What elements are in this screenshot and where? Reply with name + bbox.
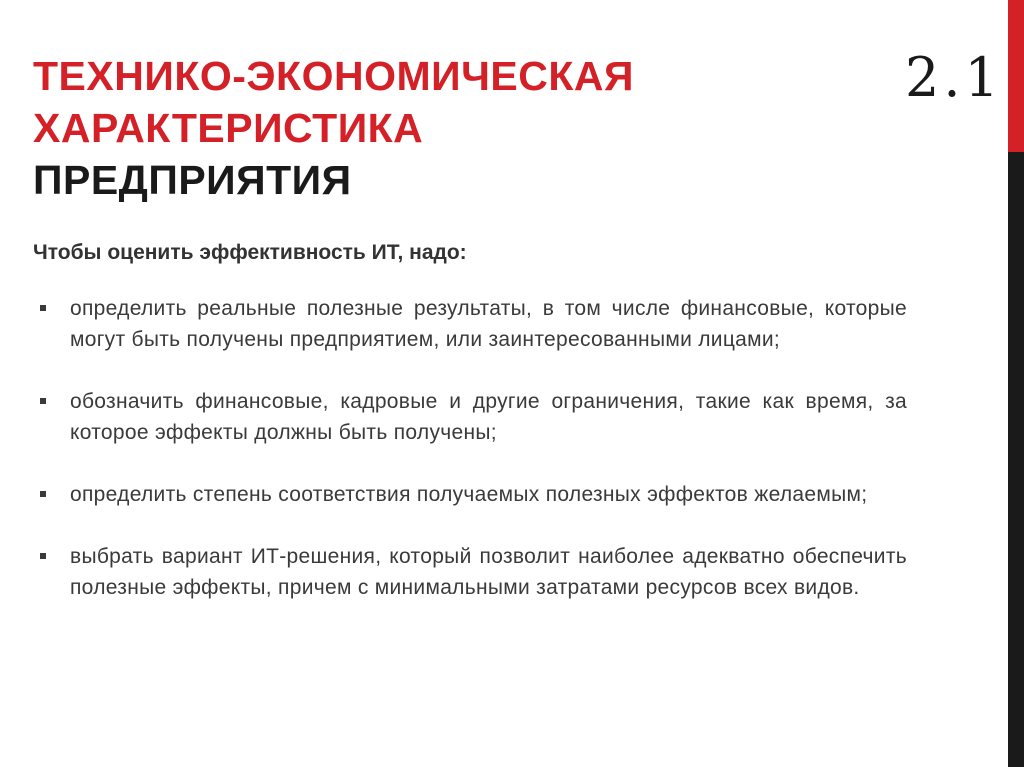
slide-number: 2.1 xyxy=(905,46,1003,109)
right-edge-accent xyxy=(1008,0,1024,152)
bullet-list xyxy=(33,293,907,634)
square-bullet-icon xyxy=(40,491,46,497)
title-line-3: ПРЕДПРИЯТИЯ xyxy=(33,157,352,203)
list-item xyxy=(33,479,907,510)
title-line-2: ХАРАКТЕРИСТИКА xyxy=(33,105,424,151)
title-line-1: ТЕХНИКО-ЭКОНОМИЧЕСКАЯ xyxy=(33,53,634,99)
bullet-text: определить реальные полезные результаты, в том числе финансовые, которые могут быть получены предприятием, или заинтересованными лицами; xyxy=(70,297,907,351)
square-bullet-icon xyxy=(40,305,46,311)
bullet-text: обозначить финансовые, кадровые и другие ограничения, такие как время, за которое эффекты должны быть получены; xyxy=(70,390,907,444)
list-item xyxy=(33,541,907,603)
slide-title xyxy=(33,50,793,206)
list-item xyxy=(33,293,907,355)
square-bullet-icon xyxy=(40,553,46,559)
list-item xyxy=(33,386,907,448)
square-bullet-icon xyxy=(40,398,46,404)
lead-paragraph: Чтобы оценить эффективность ИТ, надо: xyxy=(33,241,467,264)
bullet-text: выбрать вариант ИТ-решения, который позволит наиболее адекватно обеспечить полезные эффекты, причем с минимальными затратами ресурсов всех видов. xyxy=(70,545,907,599)
bullet-text: определить степень соответствия получаемых полезных эффектов желаемым; xyxy=(70,483,868,506)
